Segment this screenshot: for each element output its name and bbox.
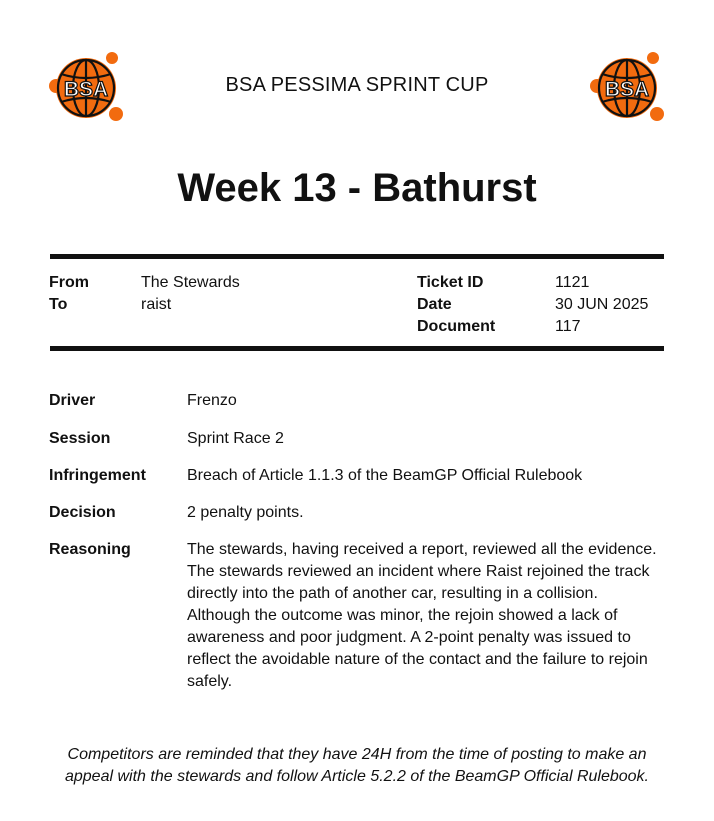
divider-bottom (50, 346, 664, 351)
from-label: From (49, 274, 89, 291)
decision-label: Decision (49, 504, 116, 521)
document-value: 117 (555, 318, 581, 335)
bsa-logo-left (48, 52, 124, 124)
page-title: Week 13 - Bathurst (177, 166, 537, 210)
bsa-globe-icon (589, 52, 665, 124)
to-value: raist (141, 296, 172, 313)
from-value: The Stewards (141, 274, 240, 291)
driver-value: Frenzo (187, 392, 237, 409)
bsa-logo-right (589, 52, 665, 124)
reasoning-value: The stewards, having received a report, reviewed all the evidence. The stewards reviewed an incident where Raist rejoined the track directly into the path of another car, resulting in a collision. Although the outcome was minor, the rejoin showed a lack of awareness and poor judgment. A 2-point penalty was issued to reflect the avoidable nature of the contact and the failure to rejoin safely. (187, 541, 657, 690)
svg-text:BSA: BSA (63, 78, 109, 101)
meta-from-to (49, 272, 349, 342)
date-value: 30 JUN 2025 (555, 296, 649, 313)
appeal-notice: Competitors are reminded that they have 24H from the time of posting to make an appeal with the stewards and follow Article 5.2.2 of the BeamGP Official Rulebook. (64, 746, 649, 785)
divider-top (50, 254, 664, 259)
infringement-label: Infringement (49, 467, 146, 484)
infringement-value: Breach of Article 1.1.3 of the BeamGP Official Rulebook (187, 467, 583, 484)
date-label: Date (417, 296, 452, 313)
session-label: Session (49, 430, 111, 447)
cup-title: BSA PESSIMA SPRINT CUP (225, 74, 489, 96)
to-label: To (49, 296, 68, 313)
ticket-id-value: 1121 (555, 274, 590, 291)
svg-text:BSA: BSA (604, 78, 650, 101)
decision-value: 2 penalty points. (187, 504, 304, 521)
bsa-globe-icon (48, 52, 124, 124)
driver-label: Driver (49, 392, 96, 409)
document-label: Document (417, 318, 496, 335)
ticket-id-label: Ticket ID (417, 274, 484, 291)
session-value: Sprint Race 2 (187, 430, 284, 447)
reasoning-label: Reasoning (49, 541, 131, 558)
meta-ticket (417, 272, 677, 342)
